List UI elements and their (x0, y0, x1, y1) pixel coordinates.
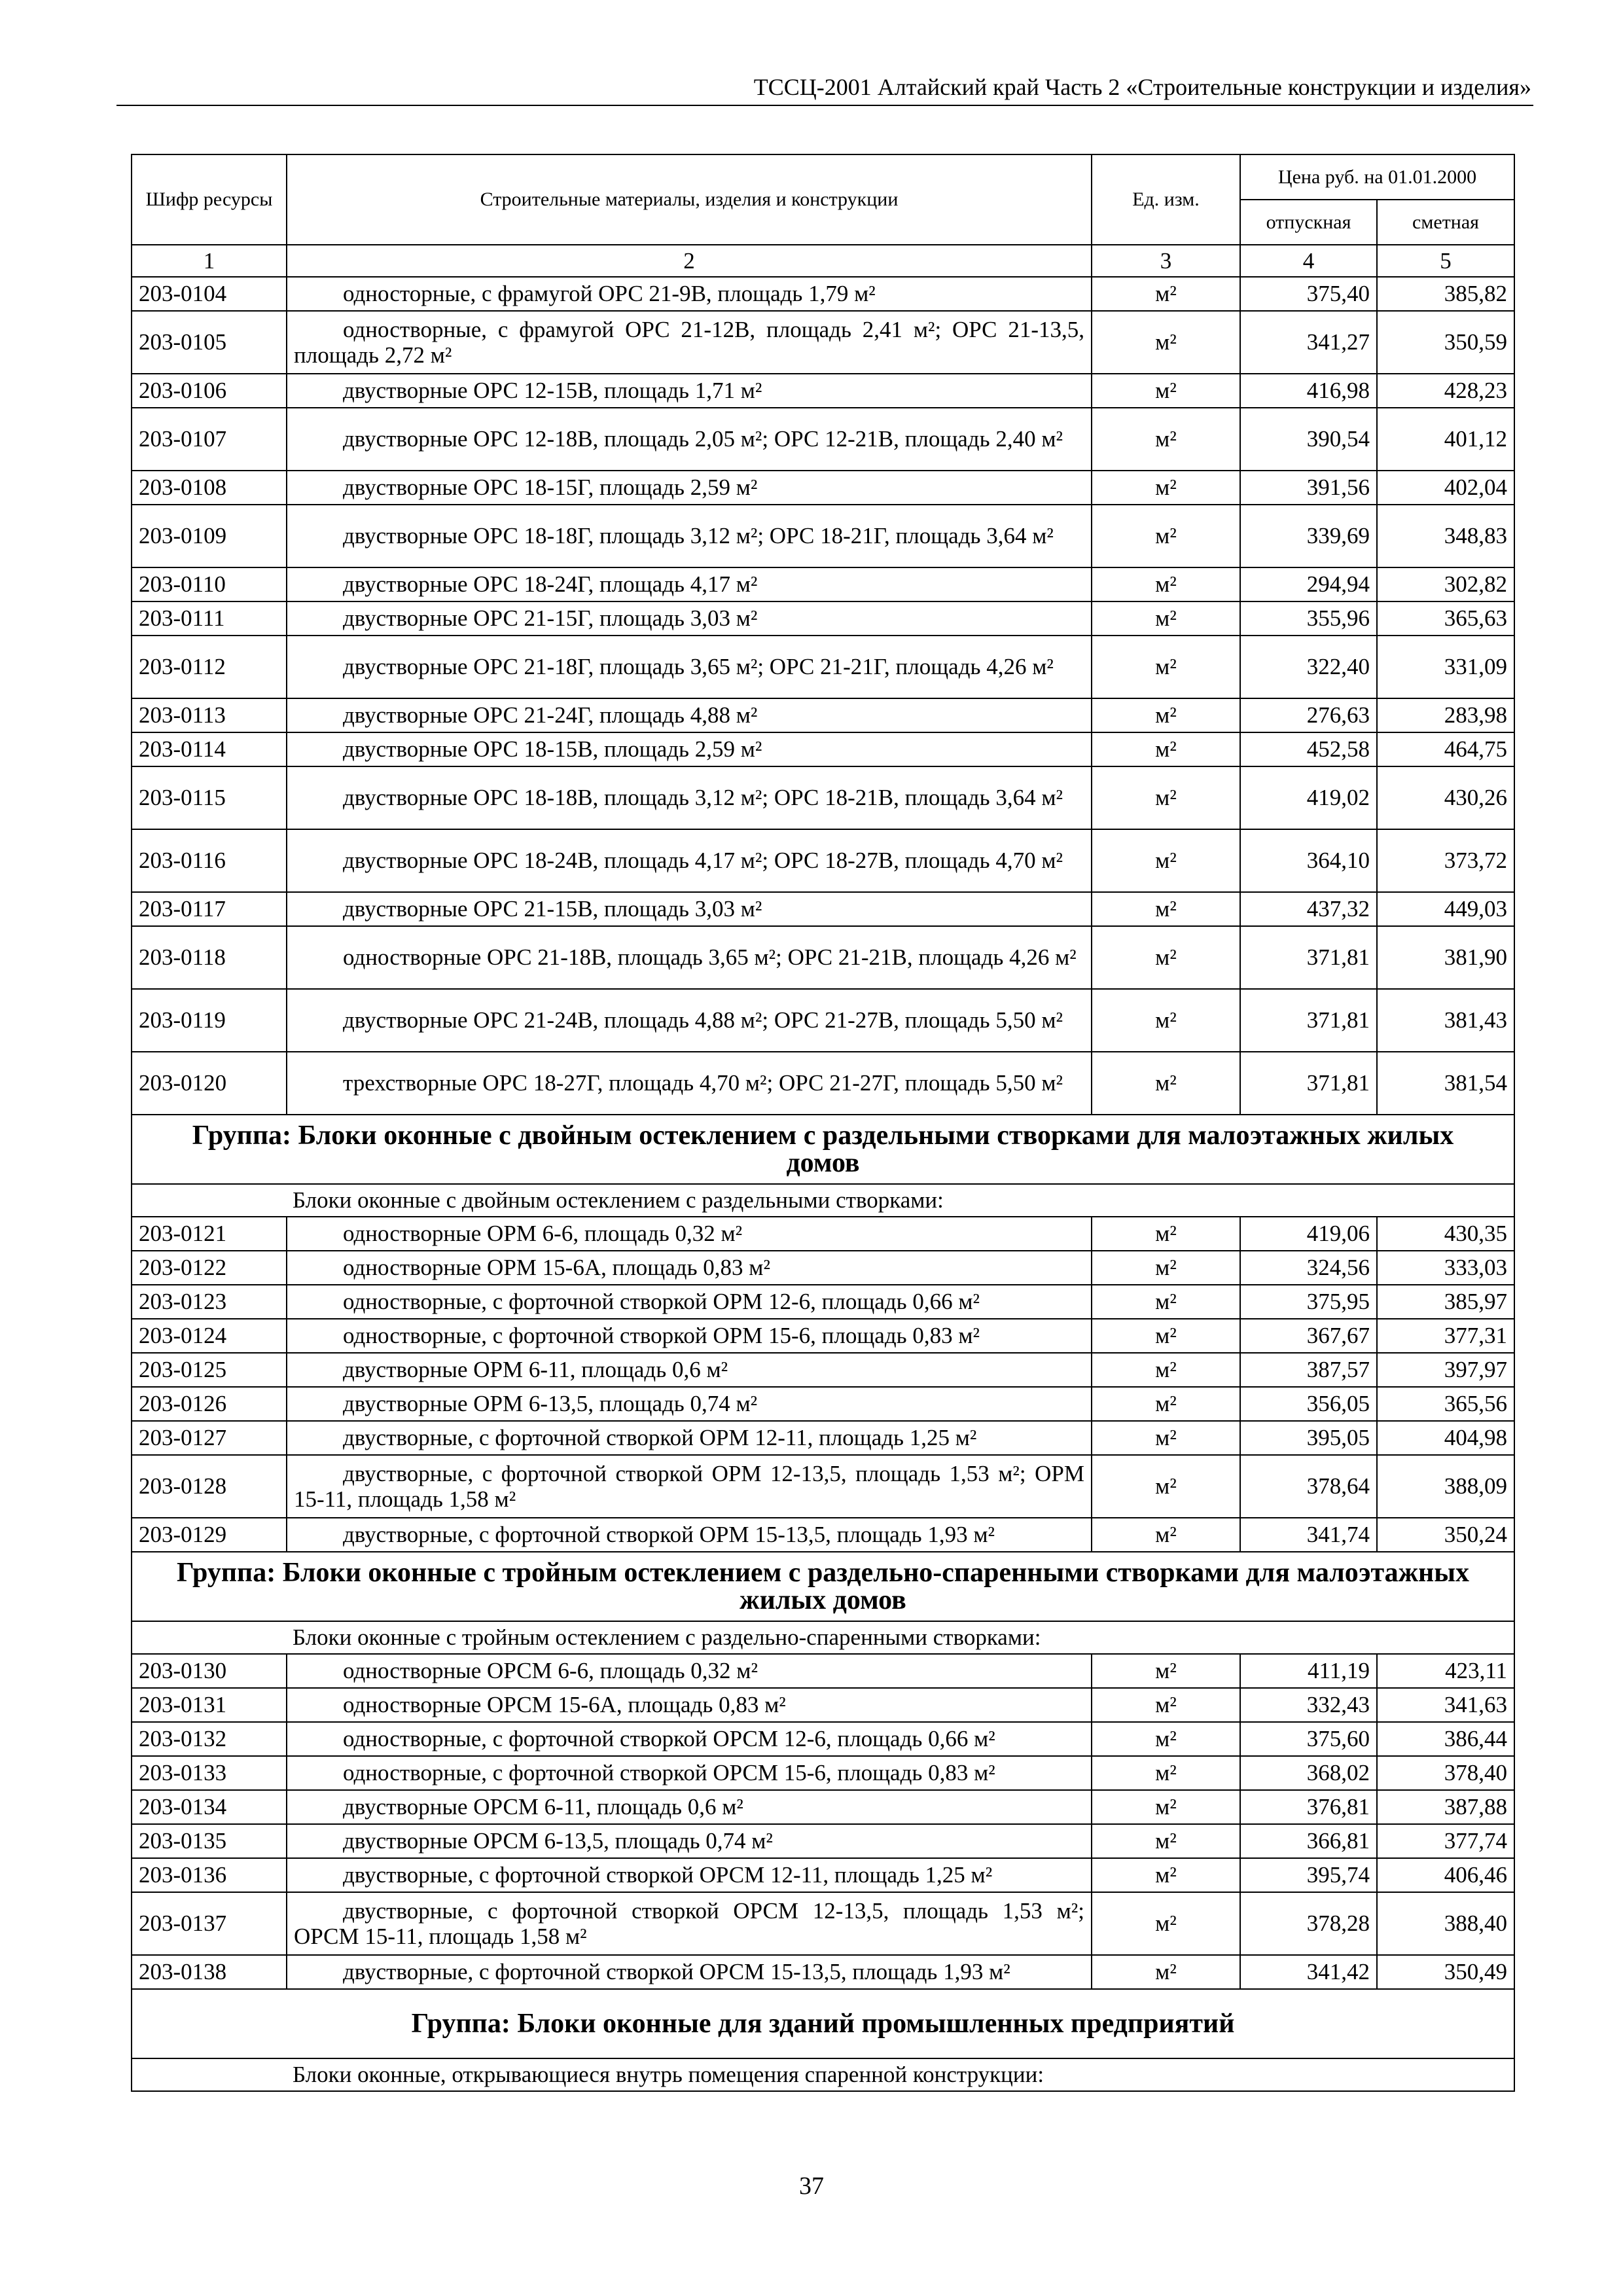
item-description: двустворные ОРС 18-24В, площадь 4,17 м²; ОРС 18-27В, площадь 4,70 м² (287, 829, 1092, 892)
resource-code: 203-0129 (132, 1518, 287, 1552)
item-description: двустворные, с форточной створкой ОРСМ 12-13,5, площадь 1,53 м²; ОРСМ 15-11, площадь 1,58 м² (287, 1892, 1092, 1955)
table-row (132, 1858, 1514, 1892)
resource-code: 203-0110 (132, 567, 287, 601)
table-row (132, 1722, 1514, 1756)
unit-cell: м² (1092, 766, 1240, 829)
item-description: одностворные ОРМ 15-6А, площадь 0,83 м² (287, 1251, 1092, 1285)
item-description: двустворные ОРМ 6-13,5, площадь 0,74 м² (287, 1387, 1092, 1421)
item-description: двустворные ОРС 12-18В, площадь 2,05 м²; ОРС 12-21В, площадь 2,40 м² (287, 408, 1092, 471)
header-code: Шифр ресурсы (132, 154, 287, 245)
item-description: односторные, с фрамугой ОРС 21-9В, площадь 1,79 м² (287, 277, 1092, 311)
release-price: 341,74 (1240, 1518, 1377, 1552)
unit-cell: м² (1092, 1892, 1240, 1955)
resource-code: 203-0133 (132, 1756, 287, 1790)
unit-cell: м² (1092, 1353, 1240, 1387)
resource-code: 203-0134 (132, 1790, 287, 1824)
release-price: 411,19 (1240, 1654, 1377, 1688)
unit-cell: м² (1092, 892, 1240, 926)
unit-cell: м² (1092, 311, 1240, 374)
estimate-price: 397,97 (1377, 1353, 1514, 1387)
item-description: двустворные ОРС 21-15Г, площадь 3,03 м² (287, 601, 1092, 636)
header-estimate-price: сметная (1377, 200, 1514, 245)
unit-cell: м² (1092, 1319, 1240, 1353)
resource-code: 203-0121 (132, 1217, 287, 1251)
unit-cell: м² (1092, 374, 1240, 408)
release-price: 395,05 (1240, 1421, 1377, 1455)
table-row (132, 1387, 1514, 1421)
table-row (132, 1285, 1514, 1319)
release-price: 387,57 (1240, 1353, 1377, 1387)
release-price: 294,94 (1240, 567, 1377, 601)
group-row (132, 1989, 1514, 2058)
unit-cell: м² (1092, 1518, 1240, 1552)
estimate-price: 385,82 (1377, 277, 1514, 311)
unit-cell: м² (1092, 1790, 1240, 1824)
release-price: 356,05 (1240, 1387, 1377, 1421)
estimate-price: 333,03 (1377, 1251, 1514, 1285)
item-description: двустворные ОРСМ 6-13,5, площадь 0,74 м² (287, 1824, 1092, 1858)
item-description: двустворные ОРС 18-18Г, площадь 3,12 м²; ОРС 18-21Г, площадь 3,64 м² (287, 505, 1092, 567)
release-price: 339,69 (1240, 505, 1377, 567)
column-number: 4 (1240, 245, 1377, 277)
estimate-price: 350,49 (1377, 1955, 1514, 1989)
item-description: двустворные ОРС 21-24В, площадь 4,88 м²; ОРС 21-27В, площадь 5,50 м² (287, 989, 1092, 1052)
estimate-price: 283,98 (1377, 698, 1514, 732)
table-row (132, 408, 1514, 471)
estimate-price: 449,03 (1377, 892, 1514, 926)
estimate-price: 387,88 (1377, 1790, 1514, 1824)
unit-cell: м² (1092, 698, 1240, 732)
release-price: 416,98 (1240, 374, 1377, 408)
release-price: 368,02 (1240, 1756, 1377, 1790)
estimate-price: 388,09 (1377, 1455, 1514, 1518)
table-row (132, 732, 1514, 766)
unit-cell: м² (1092, 1387, 1240, 1421)
item-description: одностворные, с фрамугой ОРС 21-12В, площадь 2,41 м²; ОРС 21-13,5, площадь 2,72 м² (287, 311, 1092, 374)
estimate-price: 388,40 (1377, 1892, 1514, 1955)
estimate-price: 302,82 (1377, 567, 1514, 601)
resource-code: 203-0107 (132, 408, 287, 471)
item-description: одностворные ОРСМ 6-6, площадь 0,32 м² (287, 1654, 1092, 1688)
release-price: 391,56 (1240, 471, 1377, 505)
release-price: 378,64 (1240, 1455, 1377, 1518)
table-row (132, 698, 1514, 732)
item-description: одностворные, с форточной створкой ОРСМ 12-6, площадь 0,66 м² (287, 1722, 1092, 1756)
resource-code: 203-0135 (132, 1824, 287, 1858)
unit-cell: м² (1092, 1052, 1240, 1115)
release-price: 419,02 (1240, 766, 1377, 829)
release-price: 375,60 (1240, 1722, 1377, 1756)
table-row (132, 1790, 1514, 1824)
unit-cell: м² (1092, 1824, 1240, 1858)
resource-code: 203-0116 (132, 829, 287, 892)
release-price: 324,56 (1240, 1251, 1377, 1285)
item-description: двустворные, с форточной створкой ОРМ 12-13,5, площадь 1,53 м²; ОРМ 15-11, площадь 1,58 м² (287, 1455, 1092, 1518)
release-price: 371,81 (1240, 989, 1377, 1052)
group-heading: Группа: Блоки оконные с тройным остеклением с раздельно-спаренными створками для малоэтажных жилых домов (132, 1552, 1514, 1621)
estimate-price: 365,63 (1377, 601, 1514, 636)
estimate-price: 381,54 (1377, 1052, 1514, 1115)
unit-cell: м² (1092, 989, 1240, 1052)
unit-cell: м² (1092, 1722, 1240, 1756)
estimate-price: 348,83 (1377, 505, 1514, 567)
resource-code: 203-0122 (132, 1251, 287, 1285)
release-price: 341,42 (1240, 1955, 1377, 1989)
release-price: 371,81 (1240, 1052, 1377, 1115)
unit-cell: м² (1092, 1455, 1240, 1518)
subheader-row (132, 1184, 1514, 1217)
estimate-price: 401,12 (1377, 408, 1514, 471)
table-row (132, 989, 1514, 1052)
resource-code: 203-0136 (132, 1858, 287, 1892)
table-row (132, 1217, 1514, 1251)
unit-cell: м² (1092, 567, 1240, 601)
resource-code: 203-0115 (132, 766, 287, 829)
release-price: 375,40 (1240, 277, 1377, 311)
resource-code: 203-0104 (132, 277, 287, 311)
estimate-price: 404,98 (1377, 1421, 1514, 1455)
item-description: двустворные ОРС 18-15В, площадь 2,59 м² (287, 732, 1092, 766)
resource-code: 203-0114 (132, 732, 287, 766)
item-description: двустворные ОРСМ 6-11, площадь 0,6 м² (287, 1790, 1092, 1824)
item-description: одностворные, с форточной створкой ОРСМ 15-6, площадь 0,83 м² (287, 1756, 1092, 1790)
subheader-text: Блоки оконные, открывающиеся внутрь помещения спаренной конструкции: (132, 2058, 1514, 2091)
unit-cell: м² (1092, 1858, 1240, 1892)
release-price: 378,28 (1240, 1892, 1377, 1955)
resource-code: 203-0138 (132, 1955, 287, 1989)
unit-cell: м² (1092, 829, 1240, 892)
unit-cell: м² (1092, 1756, 1240, 1790)
running-header: ТССЦ-2001 Алтайский край Часть 2 «Строительные конструкции и изделия» (753, 74, 1531, 100)
subheader-row (132, 2058, 1514, 2091)
estimate-price: 406,46 (1377, 1858, 1514, 1892)
unit-cell: м² (1092, 408, 1240, 471)
resource-code: 203-0128 (132, 1455, 287, 1518)
estimate-price: 385,97 (1377, 1285, 1514, 1319)
subheader-text: Блоки оконные с тройным остеклением с раздельно-спаренными створками: (132, 1621, 1514, 1654)
release-price: 332,43 (1240, 1688, 1377, 1722)
release-price: 341,27 (1240, 311, 1377, 374)
item-description: двустворные ОРС 18-24Г, площадь 4,17 м² (287, 567, 1092, 601)
unit-cell: м² (1092, 1688, 1240, 1722)
estimate-price: 381,43 (1377, 989, 1514, 1052)
header-divider (116, 105, 1533, 106)
group-row (132, 1552, 1514, 1621)
release-price: 375,95 (1240, 1285, 1377, 1319)
estimate-price: 381,90 (1377, 926, 1514, 989)
unit-cell: м² (1092, 1955, 1240, 1989)
resource-code: 203-0119 (132, 989, 287, 1052)
estimate-price: 331,09 (1377, 636, 1514, 698)
table-row (132, 1518, 1514, 1552)
table-row (132, 1688, 1514, 1722)
resource-code: 203-0113 (132, 698, 287, 732)
release-price: 322,40 (1240, 636, 1377, 698)
item-description: двустворные ОРС 21-18Г, площадь 3,65 м²; ОРС 21-21Г, площадь 4,26 м² (287, 636, 1092, 698)
item-description: трехстворные ОРС 18-27Г, площадь 4,70 м²; ОРС 21-27Г, площадь 5,50 м² (287, 1052, 1092, 1115)
unit-cell: м² (1092, 505, 1240, 567)
unit-cell: м² (1092, 1654, 1240, 1688)
release-price: 452,58 (1240, 732, 1377, 766)
estimate-price: 373,72 (1377, 829, 1514, 892)
release-price: 355,96 (1240, 601, 1377, 636)
estimate-price: 430,26 (1377, 766, 1514, 829)
item-description: двустворные ОРС 18-15Г, площадь 2,59 м² (287, 471, 1092, 505)
table-row (132, 471, 1514, 505)
table-row (132, 1319, 1514, 1353)
table-row (132, 505, 1514, 567)
estimate-price: 464,75 (1377, 732, 1514, 766)
estimate-price: 428,23 (1377, 374, 1514, 408)
item-description: двустворные, с форточной створкой ОРМ 12-11, площадь 1,25 м² (287, 1421, 1092, 1455)
resource-code: 203-0126 (132, 1387, 287, 1421)
table-row (132, 311, 1514, 374)
resource-code: 203-0105 (132, 311, 287, 374)
release-price: 437,32 (1240, 892, 1377, 926)
resource-code: 203-0118 (132, 926, 287, 989)
table-row (132, 636, 1514, 698)
resource-code: 203-0131 (132, 1688, 287, 1722)
release-price: 276,63 (1240, 698, 1377, 732)
item-description: двустворные, с форточной створкой ОРМ 15-13,5, площадь 1,93 м² (287, 1518, 1092, 1552)
estimate-price: 402,04 (1377, 471, 1514, 505)
release-price: 366,81 (1240, 1824, 1377, 1858)
unit-cell: м² (1092, 1251, 1240, 1285)
table-row (132, 1892, 1514, 1955)
estimate-price: 350,24 (1377, 1518, 1514, 1552)
table-row (132, 1654, 1514, 1688)
release-price: 371,81 (1240, 926, 1377, 989)
column-number: 1 (132, 245, 287, 277)
release-price: 376,81 (1240, 1790, 1377, 1824)
column-number: 5 (1377, 245, 1514, 277)
header-name: Строительные материалы, изделия и конструкции (287, 154, 1092, 245)
release-price: 419,06 (1240, 1217, 1377, 1251)
unit-cell: м² (1092, 471, 1240, 505)
table-body (132, 277, 1514, 2091)
item-description: двустворные, с форточной створкой ОРСМ 12-11, площадь 1,25 м² (287, 1858, 1092, 1892)
price-table (131, 154, 1515, 2092)
resource-code: 203-0125 (132, 1353, 287, 1387)
table-row (132, 1251, 1514, 1285)
resource-code: 203-0124 (132, 1319, 287, 1353)
unit-cell: м² (1092, 732, 1240, 766)
item-description: двустворные ОРС 12-15В, площадь 1,71 м² (287, 374, 1092, 408)
release-price: 367,67 (1240, 1319, 1377, 1353)
page-number: 37 (799, 2172, 824, 2200)
header-price: Цена руб. на 01.01.2000 (1240, 154, 1514, 200)
estimate-price: 430,35 (1377, 1217, 1514, 1251)
subheader-text: Блоки оконные с двойным остеклением с раздельными створками: (132, 1184, 1514, 1217)
item-description: одностворные ОРСМ 15-6А, площадь 0,83 м² (287, 1688, 1092, 1722)
group-heading: Группа: Блоки оконные с двойным остеклением с раздельными створками для малоэтажных жилых домов (132, 1115, 1514, 1184)
table-row (132, 1455, 1514, 1518)
estimate-price: 350,59 (1377, 311, 1514, 374)
header-unit: Ед. изм. (1092, 154, 1240, 245)
table-row (132, 1955, 1514, 1989)
item-description: двустворные ОРС 18-18В, площадь 3,12 м²; ОРС 18-21В, площадь 3,64 м² (287, 766, 1092, 829)
table-row (132, 766, 1514, 829)
item-description: двустворные, с форточной створкой ОРСМ 15-13,5, площадь 1,93 м² (287, 1955, 1092, 1989)
group-heading: Группа: Блоки оконные для зданий промышленных предприятий (132, 1989, 1514, 2058)
item-description: двустворные ОРМ 6-11, площадь 0,6 м² (287, 1353, 1092, 1387)
resource-code: 203-0117 (132, 892, 287, 926)
table-row (132, 926, 1514, 989)
item-description: одностворные ОРС 21-18В, площадь 3,65 м²; ОРС 21-21В, площадь 4,26 м² (287, 926, 1092, 989)
unit-cell: м² (1092, 277, 1240, 311)
group-row (132, 1115, 1514, 1184)
estimate-price: 386,44 (1377, 1722, 1514, 1756)
table-row (132, 829, 1514, 892)
table-row (132, 1353, 1514, 1387)
unit-cell: м² (1092, 1421, 1240, 1455)
table-row (132, 374, 1514, 408)
subheader-row (132, 1621, 1514, 1654)
resource-code: 203-0120 (132, 1052, 287, 1115)
item-description: двустворные ОРС 21-24Г, площадь 4,88 м² (287, 698, 1092, 732)
unit-cell: м² (1092, 601, 1240, 636)
estimate-price: 341,63 (1377, 1688, 1514, 1722)
table-row (132, 1052, 1514, 1115)
resource-code: 203-0109 (132, 505, 287, 567)
table-row (132, 1824, 1514, 1858)
estimate-price: 377,74 (1377, 1824, 1514, 1858)
unit-cell: м² (1092, 1285, 1240, 1319)
table-row (132, 277, 1514, 311)
resource-code: 203-0111 (132, 601, 287, 636)
item-description: двустворные ОРС 21-15В, площадь 3,03 м² (287, 892, 1092, 926)
resource-code: 203-0123 (132, 1285, 287, 1319)
resource-code: 203-0106 (132, 374, 287, 408)
item-description: одностворные ОРМ 6-6, площадь 0,32 м² (287, 1217, 1092, 1251)
release-price: 395,74 (1240, 1858, 1377, 1892)
estimate-price: 365,56 (1377, 1387, 1514, 1421)
unit-cell: м² (1092, 926, 1240, 989)
resource-code: 203-0132 (132, 1722, 287, 1756)
unit-cell: м² (1092, 636, 1240, 698)
resource-code: 203-0112 (132, 636, 287, 698)
column-number: 2 (287, 245, 1092, 277)
table-row (132, 892, 1514, 926)
release-price: 390,54 (1240, 408, 1377, 471)
resource-code: 203-0108 (132, 471, 287, 505)
estimate-price: 377,31 (1377, 1319, 1514, 1353)
table-row (132, 567, 1514, 601)
column-number: 3 (1092, 245, 1240, 277)
unit-cell: м² (1092, 1217, 1240, 1251)
table-row (132, 1756, 1514, 1790)
item-description: одностворные, с форточной створкой ОРМ 15-6, площадь 0,83 м² (287, 1319, 1092, 1353)
header-release-price: отпускная (1240, 200, 1377, 245)
item-description: одностворные, с форточной створкой ОРМ 12-6, площадь 0,66 м² (287, 1285, 1092, 1319)
table-row (132, 601, 1514, 636)
estimate-price: 423,11 (1377, 1654, 1514, 1688)
release-price: 364,10 (1240, 829, 1377, 892)
table-row (132, 1421, 1514, 1455)
estimate-price: 378,40 (1377, 1756, 1514, 1790)
resource-code: 203-0130 (132, 1654, 287, 1688)
resource-code: 203-0137 (132, 1892, 287, 1955)
resource-code: 203-0127 (132, 1421, 287, 1455)
